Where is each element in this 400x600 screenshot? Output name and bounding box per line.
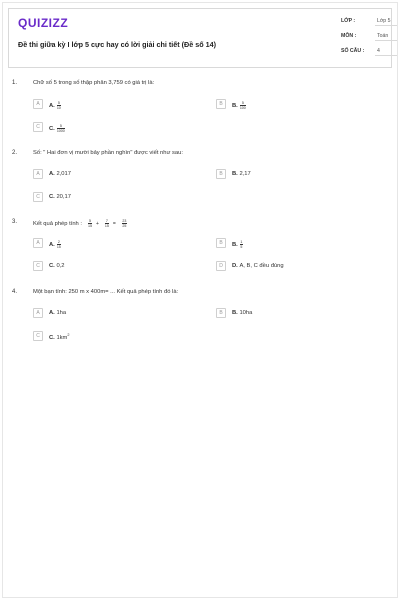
option-text: 1km xyxy=(56,334,68,341)
option-key: D. xyxy=(232,263,238,269)
fraction: $\frac{7}{15}$ xyxy=(104,219,109,228)
option-letter-box: B xyxy=(216,99,226,109)
option-key: B. xyxy=(232,103,238,110)
option-text: 10ha xyxy=(239,310,253,316)
option-key: A. xyxy=(49,103,55,110)
question-text: Kết quả phép tính : xyxy=(33,221,82,228)
option-letter-box: B xyxy=(216,238,226,248)
option-text: 2,17 xyxy=(239,171,251,177)
fraction: $\frac{1}{5}$ xyxy=(240,240,243,249)
page-frame xyxy=(2,2,398,598)
option-key: A. xyxy=(49,171,55,177)
option-letter-box: C xyxy=(33,192,43,202)
equals-operator: = xyxy=(112,221,116,228)
option-letter-box: A xyxy=(33,308,43,318)
option-key: C. xyxy=(49,194,55,200)
question-text: Chữ số 5 trong số thập phân 3,759 có giá trị là: xyxy=(33,80,155,86)
option-letter-box: C xyxy=(33,331,43,341)
question-text: Một bạn tính: 250 m x 400m= ... Kết quả phép tính đó là: xyxy=(33,289,179,295)
question-number: 2. xyxy=(12,150,18,156)
meta-count-row xyxy=(341,46,397,58)
meta-subject-value: Toán xyxy=(375,31,397,41)
option-key: C. xyxy=(49,126,55,133)
option-letter-box: B xyxy=(216,169,226,179)
fraction: $\frac{5}{100}$ xyxy=(239,101,246,110)
meta-class-label: LỚP : xyxy=(341,18,356,24)
option-text: A, B, C đều đúng xyxy=(239,263,284,269)
question-number: 1. xyxy=(12,80,18,86)
option-letter-box: D xyxy=(216,261,226,271)
option-letter-box: C xyxy=(33,122,43,132)
option-text: 1ha xyxy=(56,310,67,316)
superscript: 2 xyxy=(67,333,70,337)
option-key: B. xyxy=(232,171,238,177)
fraction: $\frac{5}{15}$ xyxy=(88,219,92,228)
question-text: Số: " Hai đơn vị mười bảy phần nghìn" được viết như sau: xyxy=(33,150,183,156)
question-number: 3. xyxy=(12,219,18,225)
option-letter-box: A xyxy=(33,238,43,248)
fraction: $\frac{23}{25}$ xyxy=(122,219,127,228)
option-letter-box: A xyxy=(33,99,43,109)
option-text: 0,2 xyxy=(56,263,65,269)
option-letter-box: A xyxy=(33,169,43,179)
page-title: Đề thi giữa kỳ I lớp 5 cực hay có lời giải chi tiết (Đề số 14) xyxy=(18,40,216,49)
option-text: 20,17 xyxy=(56,194,71,200)
option-key: B. xyxy=(232,242,238,249)
worksheet-header xyxy=(8,8,392,68)
meta-class-value: Lớp 5 xyxy=(375,16,397,26)
plus-operator: + xyxy=(96,221,99,228)
meta-subject-label: MÔN : xyxy=(341,33,357,39)
question-number: 4. xyxy=(12,289,18,295)
option-key: B. xyxy=(232,310,238,316)
option-key: C. xyxy=(49,334,55,341)
meta-subject-row xyxy=(341,31,397,43)
meta-count-label: SỐ CÂU : xyxy=(341,48,365,54)
option-letter-box: C xyxy=(33,261,43,271)
option-text: 2,017 xyxy=(56,171,71,177)
math-expression xyxy=(86,219,127,228)
option-key: A. xyxy=(49,242,55,249)
fraction: $\frac{2}{15}$ xyxy=(56,240,61,249)
option-key: A. xyxy=(49,310,55,316)
option-key: C. xyxy=(49,263,55,269)
quizizz-logo: QUIZIZZ xyxy=(18,16,69,30)
fraction: $\frac{5}{1000}$ xyxy=(56,124,65,133)
fraction: $\frac{5}{10}$ xyxy=(56,101,61,110)
option-letter-box: B xyxy=(216,308,226,318)
meta-count-value: 4 xyxy=(375,46,397,56)
meta-class-row xyxy=(341,16,397,28)
